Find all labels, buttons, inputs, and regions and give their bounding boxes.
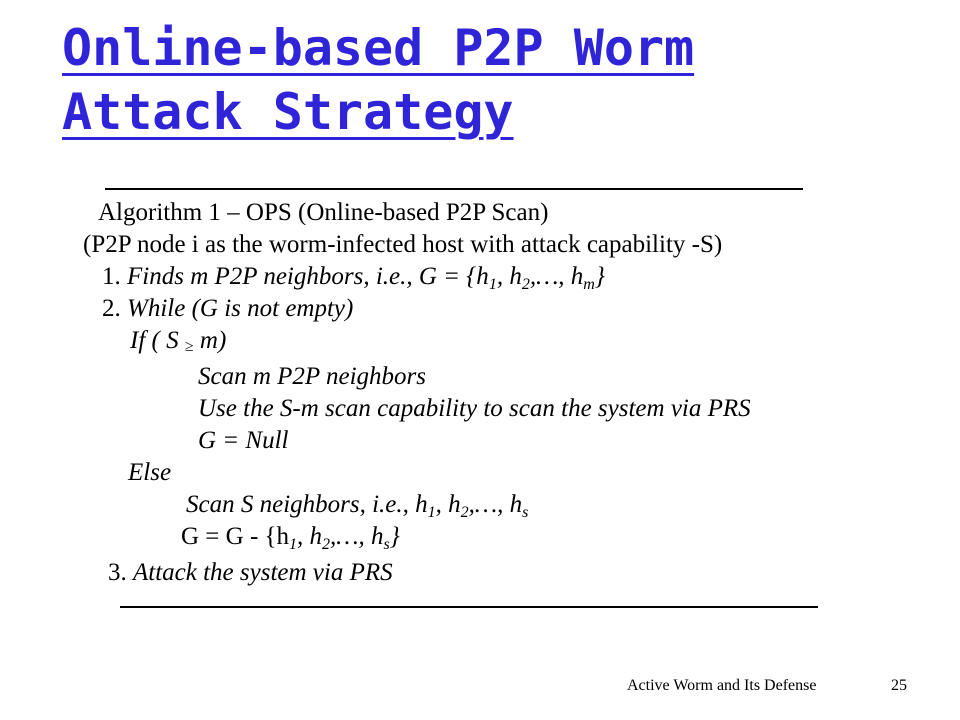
scan-s-text-b: , h <box>435 491 461 518</box>
algorithm-heading: Algorithm 1 – OPS (Online-based P2P Scan) <box>98 199 549 226</box>
algorithm-context: (P2P node i as the worm-infected host with attack capability -S) <box>83 231 723 258</box>
step-1-text-a: Finds m P2P neighbors, i.e., G = {h <box>127 263 489 290</box>
slide-title-line-1: Online-based P2P Worm <box>62 19 695 77</box>
algorithm-step-2 <box>102 294 353 324</box>
step-1-text-c: ,…, h <box>529 263 584 290</box>
scan-s-text-a: Scan S neighbors, i.e., h <box>186 491 428 518</box>
scan-s-sub-1: 1 <box>427 504 436 521</box>
g-minus-text-b: , h <box>297 523 323 550</box>
algorithm-use-sm: Use the S-m scan capability to scan the system via PRS <box>198 395 751 422</box>
algorithm-step-1 <box>102 262 605 292</box>
scan-s-text-c: ,…, h <box>468 491 523 518</box>
footer-text: Active Worm and Its Defense <box>627 677 817 694</box>
algorithm-g-minus <box>181 522 400 552</box>
if-text-b: m) <box>199 327 227 354</box>
slide-title-line-2: Attack Strategy <box>62 83 514 141</box>
if-operator: ≥ <box>184 338 194 355</box>
step-1-text-b: , h <box>496 263 522 290</box>
step-1-text <box>127 263 605 293</box>
algorithm-scan-s <box>186 490 528 520</box>
if-text-a: If ( S <box>130 327 179 354</box>
scan-s-sub-2: 2 <box>460 504 469 521</box>
step-1-sub-3: m <box>583 276 595 293</box>
scan-s-sub-3: s <box>522 504 529 521</box>
algorithm-bottom-rule <box>120 606 818 608</box>
algorithm-step-3 <box>108 558 393 588</box>
algorithm-scan-m: Scan m P2P neighbors <box>198 363 426 390</box>
g-minus-text-a: G = G - {h <box>181 523 290 550</box>
step-3-number: 3. <box>108 559 127 586</box>
g-minus-sub-1: 1 <box>289 536 298 553</box>
g-minus-text-end: } <box>389 523 400 550</box>
step-2-text: While (G is not empty) <box>127 295 354 322</box>
algorithm-if <box>130 326 226 362</box>
algorithm-else: Else <box>128 459 172 486</box>
algorithm-g-null: G = Null <box>198 427 289 454</box>
step-2-number: 2. <box>102 295 121 322</box>
step-1-sub-2: 2 <box>521 276 530 293</box>
g-minus-text-c: ,…, h <box>330 523 384 550</box>
g-minus-sub-3: s <box>383 536 390 553</box>
g-minus-sub-2: 2 <box>322 536 331 553</box>
step-3-text: Attack the system via PRS <box>133 559 393 586</box>
step-1-number: 1. <box>102 263 121 290</box>
step-1-text-end: } <box>594 263 605 290</box>
page-number: 25 <box>891 677 907 694</box>
step-1-sub-1: 1 <box>488 276 497 293</box>
